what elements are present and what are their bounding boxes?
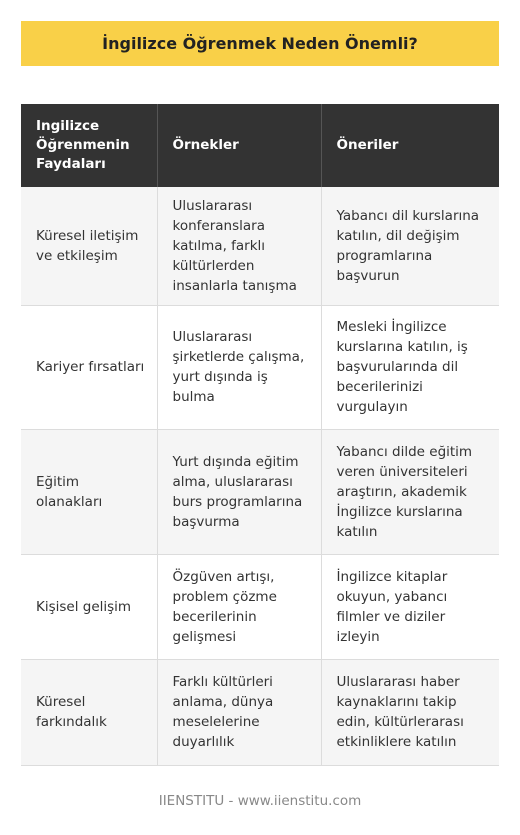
page-title: İngilizce Öğrenmek Neden Önemli? (102, 34, 418, 53)
table-row (21, 554, 499, 659)
footer-source: IIENSTITU - www.iienstitu.com (158, 793, 362, 809)
suggestion-cell: Yabancı dil kurslarına katılın, dil değişim programlarına başvurun (321, 187, 499, 305)
suggestion-cell: Mesleki İngilizce kurslarına katılın, iş başvurularında dil becerilerinizi vurgulayın (321, 305, 499, 429)
header-suggestions: Öneriler (321, 104, 499, 187)
table-row (21, 659, 499, 765)
benefit-cell: Eğitim olanakları (21, 429, 157, 554)
benefits-table (21, 104, 499, 766)
table-row (21, 429, 499, 554)
example-cell: Uluslararası konferanslara katılma, farklı kültürlerden insanlarla tanışma (157, 187, 321, 305)
benefit-cell: Küresel iletişim ve etkileşim (21, 187, 157, 305)
benefit-cell: Kariyer fırsatları (21, 305, 157, 429)
example-cell: Özgüven artışı, problem çözme becerilerinin gelişmesi (157, 554, 321, 659)
header-benefits: Ingilizce Öğrenmenin Faydaları (21, 104, 157, 187)
header-examples: Örnekler (157, 104, 321, 187)
title-banner (21, 21, 499, 66)
table-row (21, 305, 499, 429)
table-header-row (21, 104, 499, 187)
example-cell: Farklı kültürleri anlama, dünya meselelerine duyarlılık (157, 659, 321, 765)
table-row (21, 187, 499, 305)
suggestion-cell: İngilizce kitaplar okuyun, yabancı filmler ve diziler izleyin (321, 554, 499, 659)
benefit-cell: Küresel farkındalık (21, 659, 157, 765)
example-cell: Yurt dışında eğitim alma, uluslararası burs programlarına başvurma (157, 429, 321, 554)
suggestion-cell: Uluslararası haber kaynaklarını takip edin, kültürlerarası etkinliklere katılın (321, 659, 499, 765)
benefit-cell: Kişisel gelişim (21, 554, 157, 659)
example-cell: Uluslararası şirketlerde çalışma, yurt dışında iş bulma (157, 305, 321, 429)
suggestion-cell: Yabancı dilde eğitim veren üniversiteleri araştırın, akademik İngilizce kurslarına katılın (321, 429, 499, 554)
